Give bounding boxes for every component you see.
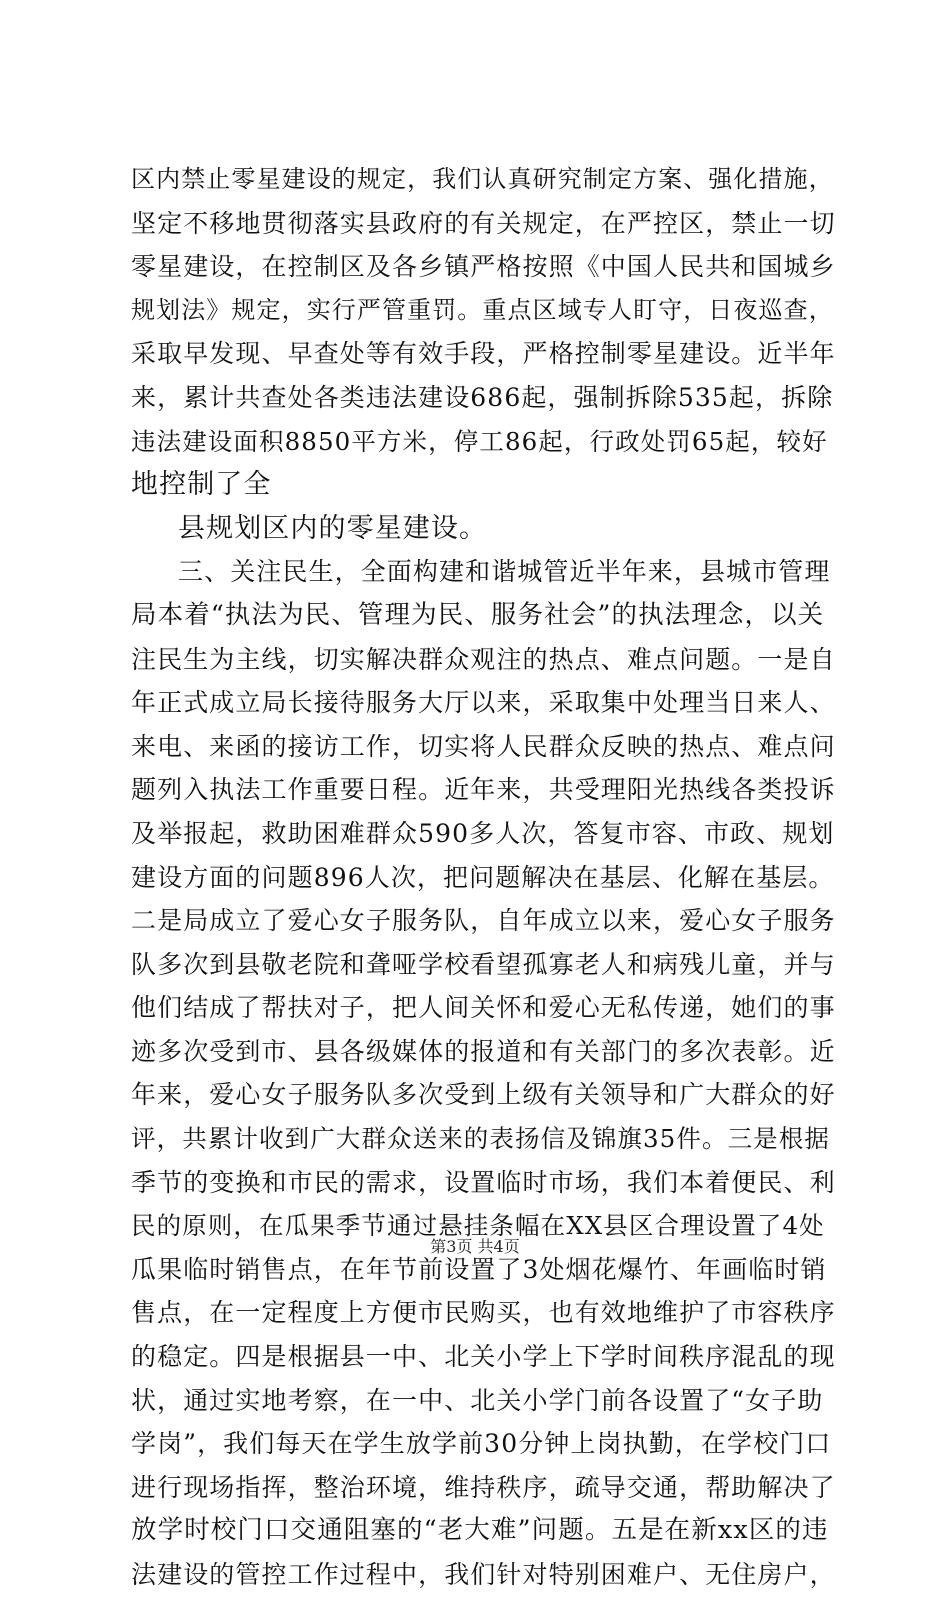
- text-line: 来电、来函的接访工作，切实将人民群众反映的热点、难点问: [131, 731, 836, 761]
- text-line: 法建设的管控工作过程中，我们针对特别困难户、无住房户，: [131, 1560, 836, 1589]
- text-line: 民的原则，在瓜果季节通过悬挂条幅在XX县区合理设置了4处: [131, 1211, 825, 1241]
- text-line: 注民生为主线，切实解决群众观注的热点、难点问题。一是自: [131, 644, 836, 674]
- text-line: 县规划区内的零星建设。: [178, 512, 488, 544]
- text-line: 二是局成立了爱心女子服务队，自年成立以来，爱心女子服务: [131, 906, 836, 936]
- text-line: 放学时校门口交通阻塞的“老大难”问题。五是在新xx区的违: [131, 1515, 829, 1546]
- text-line: 来，累计共查处各类违法建设686起，强制拆除535起，拆除: [131, 382, 834, 412]
- text-line: 队多次到县敬老院和聋哑学校看望孤寡老人和病残儿童，并与: [131, 949, 836, 979]
- text-line: 年来，爱心女子服务队多次受到上级有关领导和广大群众的好: [131, 1080, 836, 1110]
- text-line: 坚定不移地贯彻落实县政府的有关规定，在严控区，禁止一切: [131, 208, 836, 238]
- text-line: 及举报起，救助困难群众590多人次，答复市容、市政、规划: [131, 818, 835, 848]
- text-line: 局本着“执法为民、管理为民、服务社会”的执法理念，以关: [131, 599, 825, 630]
- text-line: 季节的变换和市民的需求，设置临时市场，我们本着便民、利: [131, 1167, 836, 1197]
- text-line: 他们结成了帮扶对子，把人间关怀和爱心无私传递，她们的事: [131, 993, 836, 1023]
- text-line: 违法建设面积8850平方米，停工86起，行政处罚65起，较好: [131, 426, 828, 456]
- text-line: 瓜果临时销售点，在年节前设置了3处烟花爆竹、年画临时销: [131, 1254, 827, 1284]
- text-line: 区内禁止零星建设的规定，我们认真研究制定方案、强化措施，: [131, 165, 834, 193]
- text-line: 年正式成立局长接待服务大厅以来，采取集中处理当日来人、: [131, 688, 836, 718]
- text-line: 状，通过实地考察，在一中、北关小学门前各设置了“女子助: [131, 1385, 824, 1415]
- body-text: [131, 158, 836, 1597]
- text-line: 零星建设，在控制区及各乡镇严格按照《中国人民共和国城乡: [131, 252, 836, 282]
- text-line: 迹多次受到市、县各级媒体的报道和有关部门的多次表彰。近: [131, 1036, 836, 1066]
- text-line: 评，共累计收到广大群众送来的表扬信及锦旗35件。三是根据: [131, 1124, 830, 1154]
- text-line: 三、关注民生，全面构建和谐城管近半年来，县城市管理: [178, 557, 831, 587]
- text-line: 的稳定。四是根据县一中、北关小学上下学时间秩序混乱的现: [131, 1342, 836, 1372]
- text-line: 规划法》规定，实行严管重罚。重点区域专人盯守，日夜巡查，: [131, 295, 834, 324]
- page-number-footer: 第3页 共4页: [430, 1237, 520, 1256]
- text-line: 进行现场指挥，整治环境，维持秩序，疏导交通，帮助解决了: [131, 1472, 836, 1502]
- text-line: 建设方面的问题896人次，把问题解决在基层、化解在基层。: [131, 862, 835, 892]
- text-line: 地控制了全: [131, 469, 272, 501]
- text-line: 题列入执法工作重要日程。近年来，共受理阳光热线各类投诉: [131, 775, 836, 805]
- text-line: 采取早发现、早查处等有效手段，严格控制零星建设。近半年: [131, 339, 836, 369]
- text-line: 学岗”，我们每天在学生放学前30分钟上岗执勤，在学校门口: [131, 1429, 832, 1459]
- text-line: 售点，在一定程度上方便市民购买，也有效地维护了市容秩序: [131, 1298, 836, 1328]
